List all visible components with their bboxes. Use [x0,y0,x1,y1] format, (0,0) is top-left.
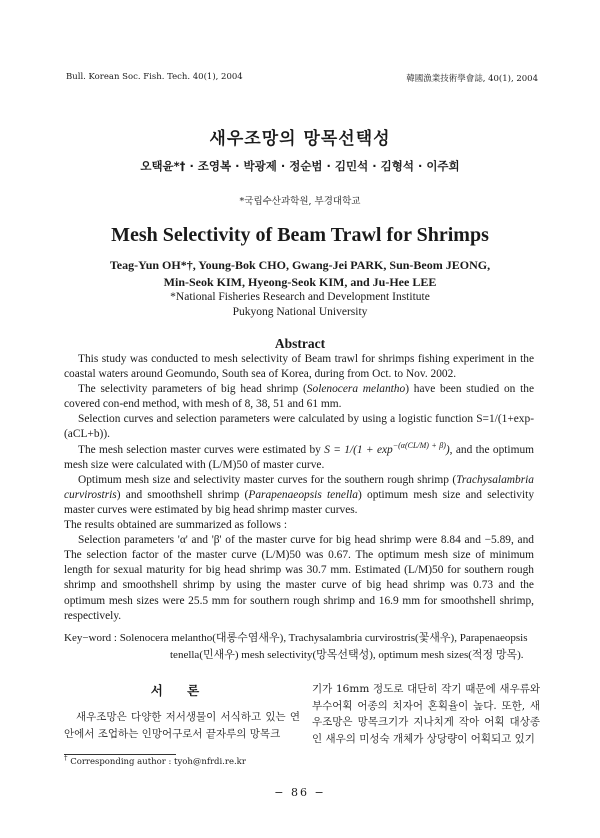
body-column-right: 기가 16mm 정도로 대단히 작기 때문에 새우류와 부수어획 어종의 치자어 혼획율이 높다. 또한, 새우조망은 망목크기가 지나치게 작아 어획 대상종인 새우의 미성숙 개체가 상당량이 어획되고 있기 [312,683,540,745]
dagger-mark: † [64,754,68,763]
english-authors-line1: Teag-Yun OH*†, Young-Bok CHO, Gwang-Jei PARK, Sun-Beom JEONG, [109,258,491,272]
english-authors-line2: Min-Seok KIM, Hyeong-Seok KIM, and Ju-Hee LEE [163,275,437,289]
abstract-p3: Selection curves and selection parameters were calculated by using a logistic function S=1/(1+exp-(aCL+b)). [64,413,534,441]
korean-authors: 오택윤*† · 조영복 · 박광제 · 정순범 · 김민석 · 김형석 · 이주희 [140,159,460,173]
abstract-p2: The selectivity parameters of big head shrimp (Solenocera melantho) have been studied on the covered con-end method, with mesh of 8, 38, 51 and 61 mm. [64,383,535,411]
footnote-rule [64,754,176,755]
abstract-body [64,352,534,624]
korean-affiliation: *국립수산과학원, 부경대학교 [239,196,361,207]
master-curve-formula: $S = 1/(1 + \exp^{-(\alpha(CL/M) + \beta)})$ [324,440,450,456]
section-title-introduction: 서 론 [150,683,210,698]
abstract-p6: The results obtained are summarized as follows : [64,519,288,532]
species-name: Trachysalambria curvirostris [64,473,534,501]
keywords-line2: tenella(민새우) mesh selectivity(망목선택성), optimum mesh sizes(적정 망목). [170,649,524,661]
keywords [64,630,540,664]
keywords-line1: Key−word : Solenocera melantho(대롱수염새우), Trachysalambria curvirostris(꽃새우), Parapenaeopsis [64,632,528,644]
abstract-p7: Selection parameters 'α' and 'β' of the master curve for big head shrimp were 8.84 and −5.89, and The selection factor of the master curve (L/M)50 was 0.67. The optimum mesh size of minimum length for sexual maturity for big head shrimp was 30.7 mm. Estimated (L/M)50 for southern rough shrimp and smoothshell shrimp by using the master curve of big head shrimp was 0.73 and the optimum mesh sizes were 25.5 mm for southern rough shrimp and 16.9 mm for smoothshell shrimp, respectively. [64,534,534,622]
korean-title: 새우조망의 망목선택성 [209,129,391,149]
footnote: † Corresponding author : tyoh@nfrdi.re.kr [64,754,246,767]
abstract-heading: Abstract [274,336,326,351]
english-title: Mesh Selectivity of Beam Trawl for Shrimps [111,224,489,246]
species-name: Solenocera melantho [306,383,406,396]
page-number: − 86 − [274,786,326,799]
abstract-p4: The mesh selection master curves were estimated by $S = 1/(1 + \exp^{-(\alpha(CL/M) + \beta)})$, and the optimum mesh size were calculated with (L/M)50 of master curve. [64,440,535,471]
english-affiliation-line1: *National Fisheries Research and Development Institute [170,291,430,303]
running-header-left: Bull. Korean Soc. Fish. Tech. 40(1), 2004 [66,72,243,82]
abstract-p5: Optimum mesh size and selectivity master curves for the southern rough shrimp (Trachysalambria curvirostris) and smoothshell shrimp (Parapenaeopsis tenella) optimum mesh size and selectivity master curves were estimated by big head shrimp master curves. [64,473,535,516]
body-column-left: 새우조망은 다양한 저서생물이 서식하고 있는 연안에서 조업하는 인망어구로서 끝자루의 망목크 [64,711,300,740]
species-name: Parapenaeopsis tenella [248,488,358,501]
english-affiliation-line2: Pukyong National University [232,306,368,318]
running-header-right: 韓國漁業技術學會誌, 40(1), 2004 [406,74,538,84]
abstract-p1: This study was conducted to mesh selectivity of Beam trawl for shrimps fishing experiment in the coastal waters around Geomundo, South sea of Korea, during from Oct. to Nov. 2002. [64,353,534,381]
